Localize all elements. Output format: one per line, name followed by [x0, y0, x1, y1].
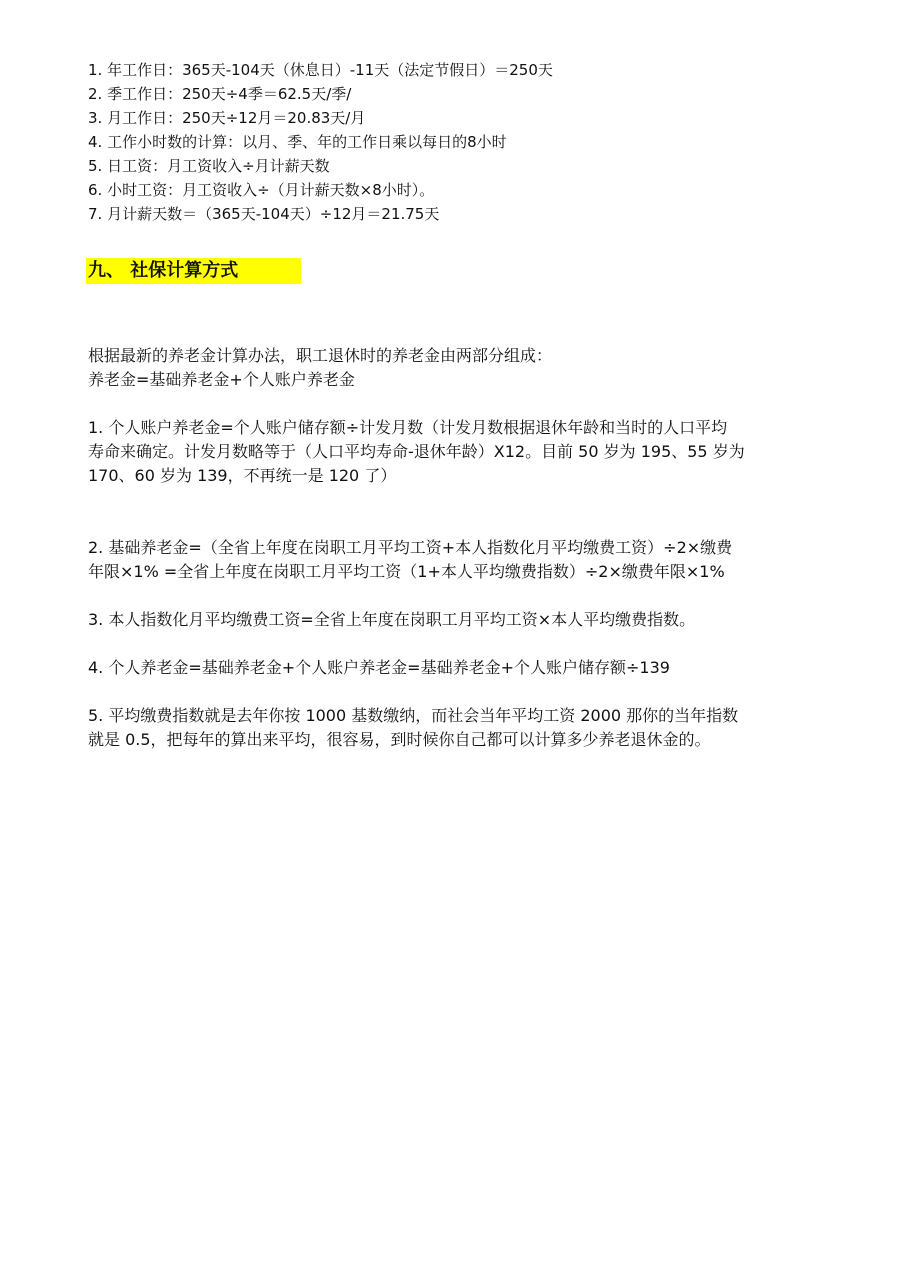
point-2-paragraph [88, 536, 828, 584]
point-2-line-2: 年限×1% =全省上年度在岗职工月平均工资（1+本人平均缴费指数）÷2×缴费年限×1% [88, 562, 725, 581]
point-3-line-1: 3. 本人指数化月平均缴费工资=全省上年度在岗职工月平均工资×本人平均缴费指数。 [88, 610, 696, 629]
point-3-paragraph [88, 608, 828, 632]
workday-item-6: 6. 小时工资：月工资收入÷（月计薪天数×8小时）。 [88, 181, 435, 199]
point-5-line-2: 就是 0.5，把每年的算出来平均，很容易，到时候你自己都可以计算多少养老退休金的。 [88, 730, 711, 749]
workday-item-7: 7. 月计薪天数＝（365天-104天）÷12月＝21.75天 [88, 205, 440, 223]
intro-paragraph [88, 344, 828, 392]
workday-item-4: 4. 工作小时数的计算：以月、季、年的工作日乘以每日的8小时 [88, 133, 507, 151]
section-heading: 九、 社保计算方式 [86, 258, 301, 284]
point-1-paragraph [88, 416, 828, 488]
point-1-line-3: 170、60 岁为 139，不再统一是 120 了） [88, 466, 397, 485]
point-4-paragraph [88, 656, 828, 680]
workday-item-1: 1. 年工作日：365天-104天（休息日）-11天（法定节假日）＝250天 [88, 61, 553, 79]
point-1-line-1: 1. 个人账户养老金=个人账户储存额÷计发月数（计发月数根据退休年龄和当时的人口平均 [88, 418, 728, 437]
point-4-line-1: 4. 个人养老金=基础养老金+个人账户养老金=基础养老金+个人账户储存额÷139 [88, 658, 670, 677]
point-5-line-1: 5. 平均缴费指数就是去年你按 1000 基数缴纳，而社会当年平均工资 2000 那你的当年指数 [88, 706, 739, 725]
workday-item-3: 3. 月工作日：250天÷12月＝20.83天/月 [88, 109, 366, 127]
point-5-paragraph [88, 704, 828, 752]
intro-line-2: 养老金=基础养老金+个人账户养老金 [88, 370, 355, 389]
intro-line-1: 根据最新的养老金计算办法，职工退休时的养老金由两部分组成： [88, 346, 553, 365]
point-2-line-1: 2. 基础养老金=（全省上年度在岗职工月平均工资+本人指数化月平均缴费工资）÷2×缴费 [88, 538, 733, 557]
point-1-line-2: 寿命来确定。计发月数略等于（人口平均寿命-退休年龄）X12。目前 50 岁为 195、55 岁为 [88, 442, 745, 461]
workday-item-5: 5. 日工资：月工资收入÷月计薪天数 [88, 157, 330, 175]
workday-item-2: 2. 季工作日：250天÷4季＝62.5天/季/ [88, 85, 352, 103]
workday-list [88, 58, 848, 226]
